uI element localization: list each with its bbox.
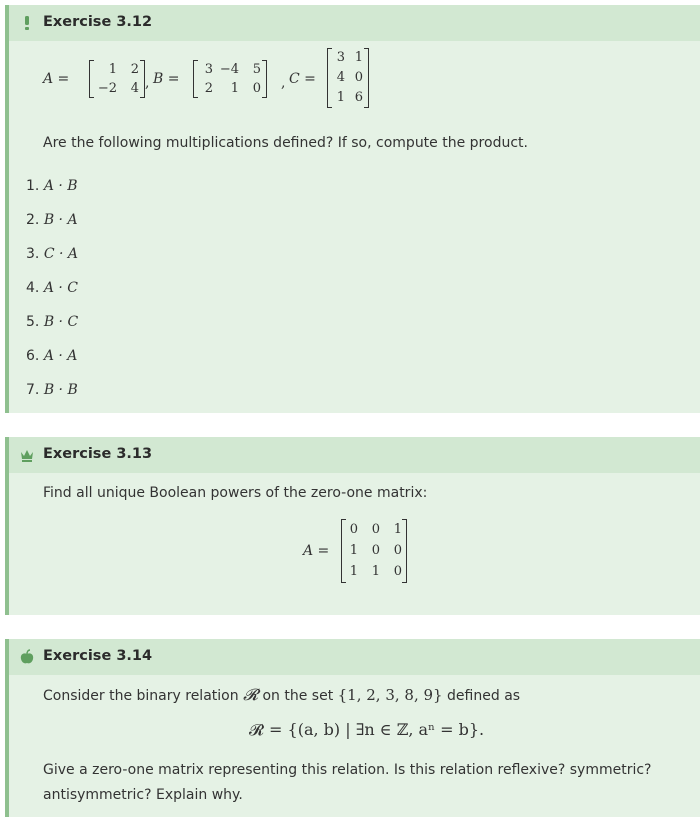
apple-icon (19, 649, 35, 665)
matrix-b (193, 60, 267, 98)
list-item: 2. B · A (26, 212, 78, 228)
comma: , (145, 75, 150, 91)
matrix-a-entry: −2 (97, 81, 117, 96)
exercise-prompt: Find all unique Boolean powers of the zero-one matrix: (43, 485, 428, 501)
exercise-header (9, 639, 700, 675)
exclamation-icon (19, 15, 35, 31)
list-item: 7. B · B (26, 382, 78, 398)
exercise-question-line-1: Give a zero-one matrix representing this relation. Is this relation reflexive? symmetric? (43, 762, 652, 778)
exercise-question-line-2: antisymmetric? Explain why. (43, 787, 243, 803)
zero-one-matrix-entry: 1 (349, 564, 358, 579)
exercise-header (9, 5, 700, 41)
matrix-c-entry: 4 (336, 70, 345, 85)
matrix-a-entry: 4 (130, 81, 139, 96)
matrix-c-entry: 3 (336, 50, 345, 65)
matrix-b-entry: 2 (204, 81, 213, 96)
zero-one-matrix-entry: 0 (393, 543, 402, 558)
zero-one-matrix-entry: 0 (393, 564, 402, 579)
matrix-a (89, 60, 145, 98)
list-item: 3. C · A (26, 246, 78, 262)
list-item: 1. A · B (26, 178, 78, 194)
comma: , (281, 75, 286, 91)
crown-icon (19, 447, 35, 463)
exercise-3-13-card (5, 437, 700, 615)
matrix-c (327, 48, 369, 108)
relation-formula: 𝓡 = {(a, b) | ∃n ∈ ℤ, aⁿ = b}. (249, 720, 485, 739)
exercise-3-12-card (5, 5, 700, 413)
zero-one-matrix-entry: 1 (393, 522, 402, 537)
zero-one-matrix-entry: 0 (349, 522, 358, 537)
exercise-title: Exercise 3.12 (43, 14, 153, 30)
exercise-3-14-card (5, 639, 700, 817)
matrix-b-entry: 0 (252, 81, 261, 96)
exercise-prompt: Are the following multiplications defined? If so, compute the product. (43, 135, 528, 151)
zero-one-matrix-entry: 0 (371, 522, 380, 537)
matrix-a-entry: 2 (130, 62, 139, 77)
zero-one-matrix-entry: 1 (371, 564, 380, 579)
matrix-b-entry: 3 (204, 62, 213, 77)
exercise-header (9, 437, 700, 473)
matrix-b-label: B = (153, 71, 180, 87)
matrix-c-entry: 1 (336, 90, 345, 105)
list-item: 6. A · A (26, 348, 78, 364)
matrix-a-label: A = (303, 543, 330, 559)
zero-one-matrix-entry: 0 (371, 543, 380, 558)
exercise-prompt: Consider the binary relation 𝓡 on the set {1, 2, 3, 8, 9} defined as (43, 685, 521, 704)
matrix-b-entry: −4 (219, 62, 239, 77)
matrix-c-entry: 0 (354, 70, 363, 85)
list-item: 5. B · C (26, 314, 79, 330)
zero-one-matrix (341, 519, 407, 583)
list-item: 4. A · C (26, 280, 78, 296)
matrix-b-entry: 5 (252, 62, 261, 77)
matrix-c-label: C = (289, 71, 316, 87)
matrix-a-entry: 1 (108, 62, 117, 77)
exercise-title: Exercise 3.14 (43, 648, 153, 664)
matrix-c-entry: 1 (354, 50, 363, 65)
matrix-b-entry: 1 (230, 81, 239, 96)
matrix-c-entry: 6 (354, 90, 363, 105)
zero-one-matrix-entry: 1 (349, 543, 358, 558)
matrix-a-label: A = (43, 71, 70, 87)
exercise-title: Exercise 3.13 (43, 446, 153, 462)
